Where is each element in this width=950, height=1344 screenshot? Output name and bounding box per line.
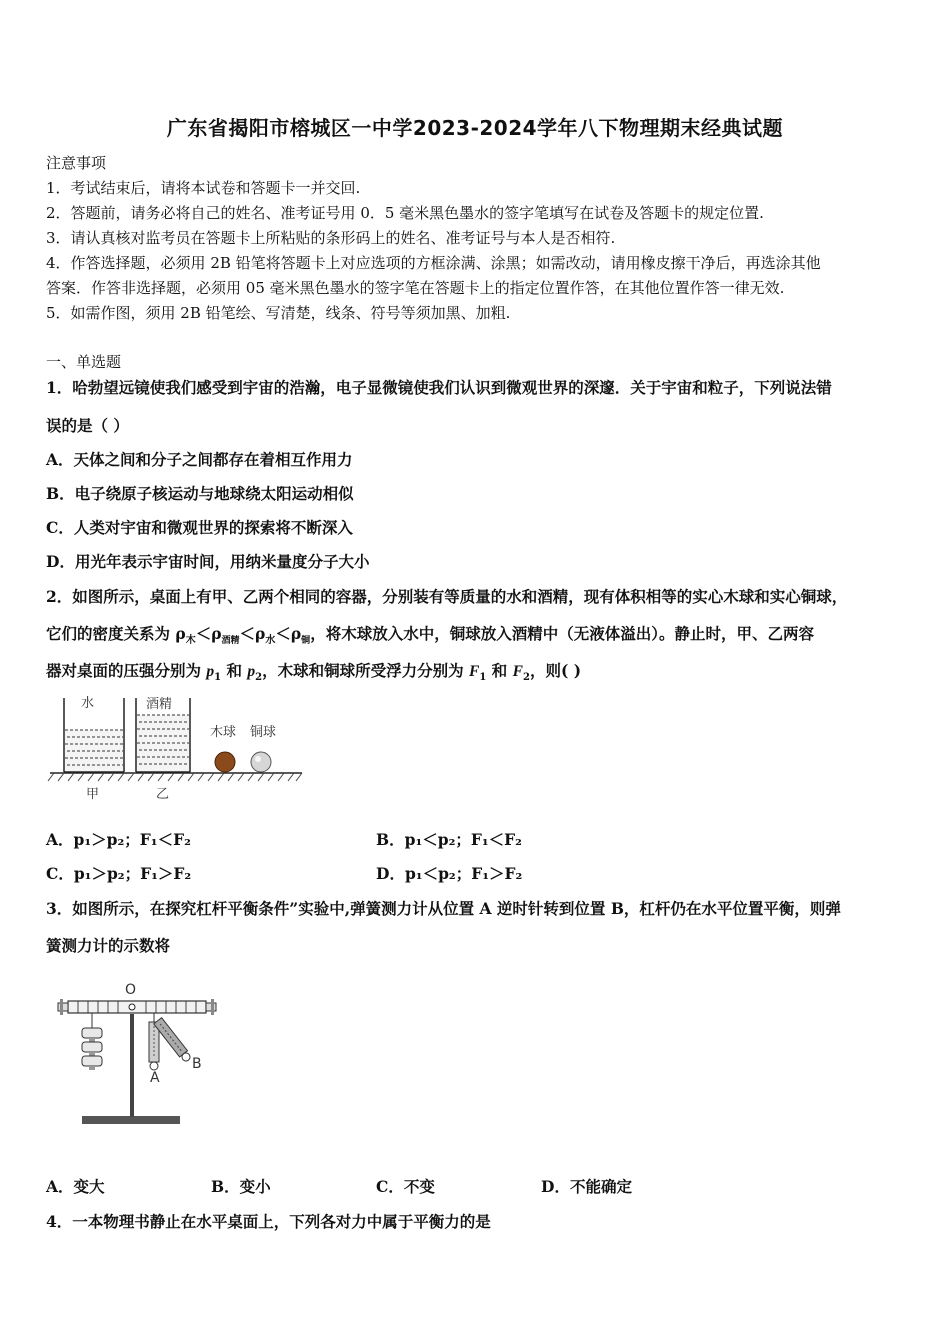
label-yi: 乙 xyxy=(156,787,170,802)
q3-lever-figure xyxy=(54,978,220,1128)
label-alcohol: 酒精 xyxy=(146,697,173,712)
q3-option-a: A．变大 xyxy=(46,1177,105,1196)
pivot xyxy=(129,1004,135,1010)
hanging-weights xyxy=(82,1013,102,1070)
q2-option-d: D．p₁＜p₂；F₁＞F₂ xyxy=(376,864,523,883)
stand-base xyxy=(82,1116,180,1124)
label-B: B xyxy=(192,1056,202,1072)
notice-item-4-cont: 答案．作答非选择题，必须用 05 毫米黑色墨水的签字笔在答题卡上的指定位置作答，在其他位置作答一律无效. xyxy=(46,279,785,297)
q3-option-b: B．变小 xyxy=(211,1177,271,1196)
notice-heading: 注意事项 xyxy=(46,154,107,172)
label-water: 水 xyxy=(81,696,95,711)
q2-option-c: C．p₁＞p₂；F₁＞F₂ xyxy=(46,864,192,883)
spring-scale-b xyxy=(154,1018,193,1064)
label-copper-ball: 铜球 xyxy=(250,725,277,740)
q2-stem-line1: 2．如图所示，桌面上有甲、乙两个相同的容器，分别装有等质量的水和酒精，现有体积相等的实心木球和实心铜球， xyxy=(46,587,848,606)
notice-item-3: 3．请认真核对监考员在答题卡上所粘贴的条形码上的姓名、准考证号与本人是否相符. xyxy=(46,229,616,247)
lever-bar xyxy=(58,999,216,1015)
copper-ball xyxy=(251,752,271,772)
q3-option-c: C．不变 xyxy=(376,1177,435,1196)
label-A: A xyxy=(150,1070,160,1086)
label-O: O xyxy=(125,982,137,998)
wood-ball xyxy=(215,752,235,772)
q2-option-a: A．p₁＞p₂；F₁＜F₂ xyxy=(46,830,191,849)
q1-stem-line1: 1．哈勃望远镜使我们感受到宇宙的浩瀚，电子显微镜使我们认识到微观世界的深邃．关于宇宙和粒子，下列说法错 xyxy=(46,378,832,397)
q2-stem-line3: 器对桌面的压强分别为 $p_1$ 和 $p_2$，木球和铜球所受浮力分别为 $F_1$ 和 $F_2$，则( ) xyxy=(46,661,582,684)
q3-option-d: D．不能确定 xyxy=(541,1177,632,1196)
label-jia: 甲 xyxy=(86,787,100,802)
page-title: 广东省揭阳市榕城区一中学2023-2024学年八下物理期末经典试题 xyxy=(166,116,784,140)
q2-option-b: B．p₁＜p₂；F₁＜F₂ xyxy=(376,830,522,849)
q3-stem-line1: 3．如图所示，在探究杠杆平衡条件”实验中,弹簧测力计从位置 A 逆时针转到位置 B，杠杆仍在水平位置平衡，则弹 xyxy=(46,899,841,918)
q1-option-c: C．人类对宇宙和微观世界的探索将不断深入 xyxy=(46,518,353,537)
q1-option-a: A．天体之间和分子之间都存在着相互作用力 xyxy=(46,450,353,469)
label-wood-ball: 木球 xyxy=(210,725,237,740)
q1-stem-line2: 误的是（ ） xyxy=(46,416,129,435)
q2-containers-figure xyxy=(46,688,308,804)
stand-pole xyxy=(130,1014,134,1117)
notice-item-5: 5．如需作图，须用 2B 铅笔绘、写清楚，线条、符号等须加黑、加粗. xyxy=(46,304,511,322)
notice-item-2: 2．答题前，请务必将自己的姓名、准考证号用 0．5 毫米黑色墨水的签字笔填写在试卷及答题卡的规定位置. xyxy=(46,204,764,222)
notice-item-4: 4．作答选择题，必须用 2B 铅笔将答题卡上对应选项的方框涂满、涂黑；如需改动，请用橡皮擦干净后，再选涂其他 xyxy=(46,254,821,272)
q1-option-d: D．用光年表示宇宙时间，用纳米量度分子大小 xyxy=(46,552,370,571)
q4-stem: 4．一本物理书静止在水平桌面上，下列各对力中属于平衡力的是 xyxy=(46,1212,491,1231)
q1-option-b: B．电子绕原子核运动与地球绕太阳运动相似 xyxy=(46,484,354,503)
section-heading: 一、单选题 xyxy=(46,353,122,371)
q2-stem-line2: 它们的密度关系为 $\rho_木<\rho_{酒精}<\rho_水<\rho_铜$，将木球放入水中，铜球放入酒精中（无液体溢出）。静止时，甲、乙两容 xyxy=(46,624,814,647)
notice-item-1: 1．考试结束后，请将本试卷和答题卡一并交回. xyxy=(46,179,361,197)
q3-stem-line2: 簧测力计的示数将 xyxy=(46,936,171,955)
